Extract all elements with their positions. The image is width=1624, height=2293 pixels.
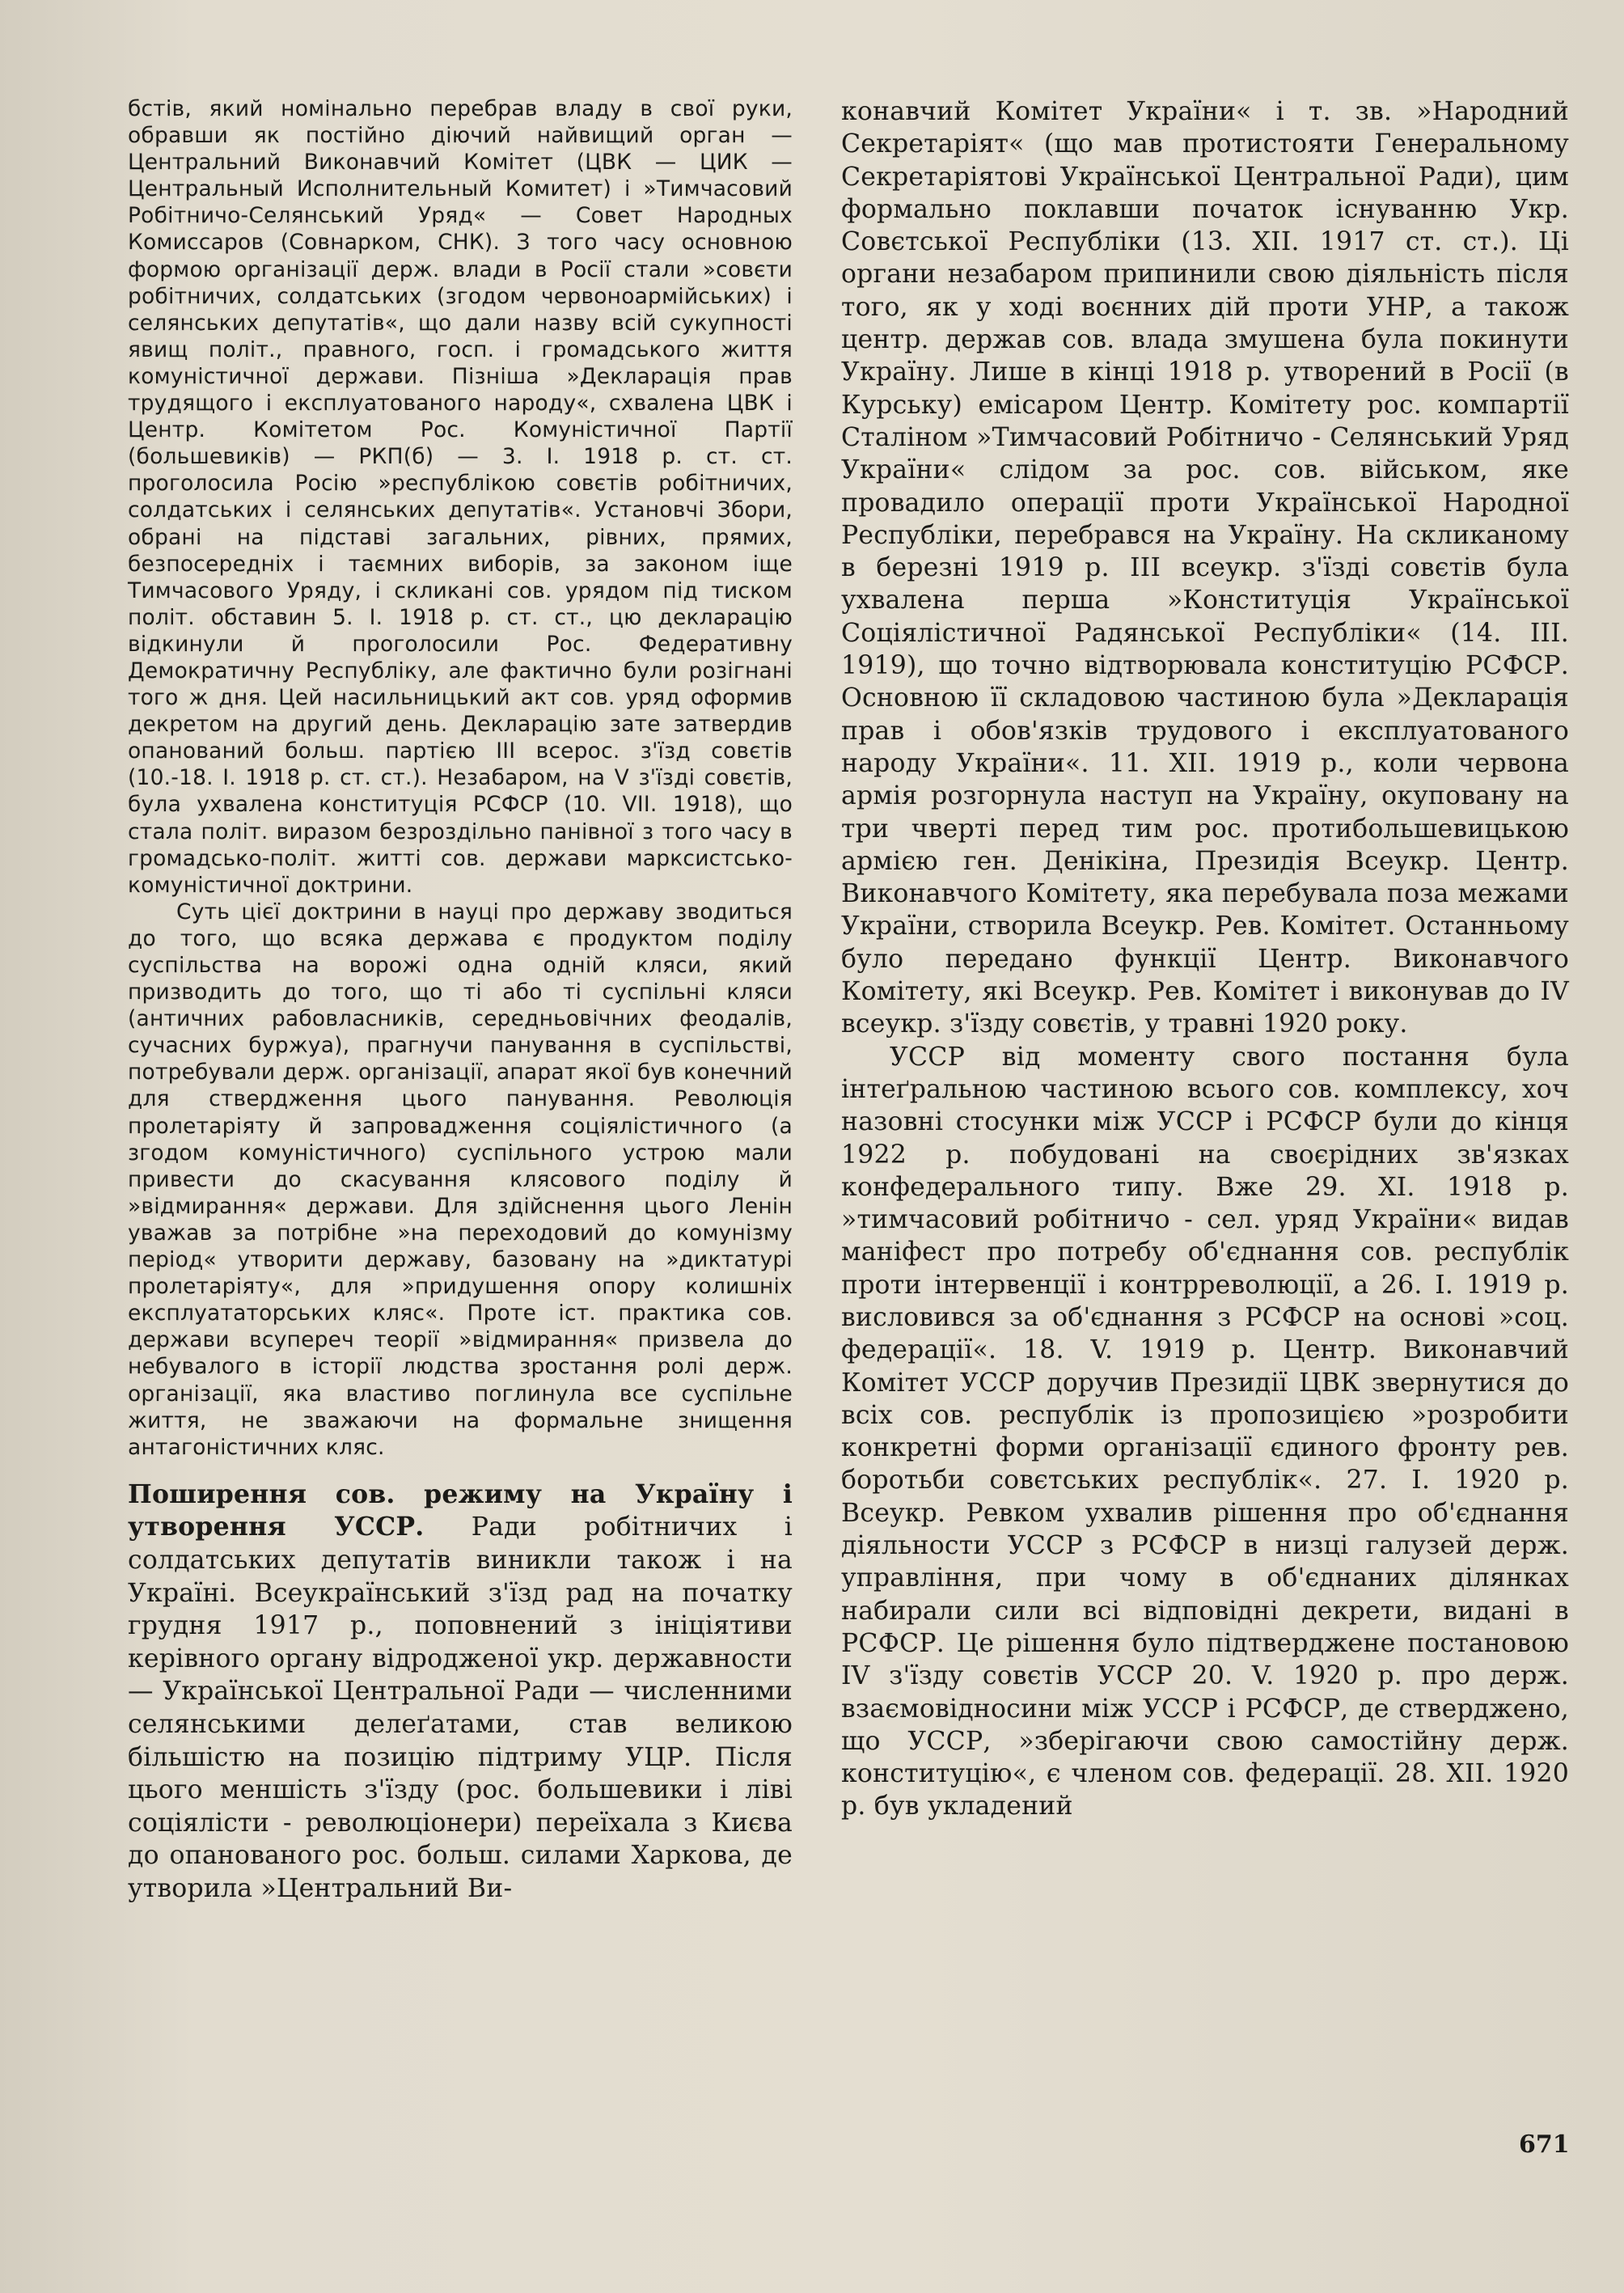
right-paragraph-2: УССР від моменту свого постання була інтеґральною частиною всього сов. комплексу, хоч назовні стосунки між УССР і РСФСР були до кінця 1922 р. побудовані на своєрідних зв'язках конфедерального типу. Вже 29. XI. 1918 р. »тимчасовий робітничо - сел. уряд України« видав маніфест про потребу об'єднання сов. республік проти інтервенції і контрреволюції, а 26. І. 1919 р. висловився за об'єднання з РСФСР на основі »соц. федерації«. 18. V. 1919 р. Центр. Виконавчий Комітет УССР доручив Президії ЦВК звернутися до всіх сов. республік із пропозицією »розробити конкретні форми організації єдиного фронту рев. боротьби совєтських республік«. 27. І. 1920 р. Всеукр. Ревком ухвалив рішення про об'єднання діяльности УССР з РСФСР в низці галузей держ. управління, при чому в об'єднаних ділянках набирали сили всі відповідні декрети, видані в РСФСР. Це рішення було підтверджене постановою IV з'їзду совєтів УССР 20. V. 1920 р. про держ. взаємовідносини між УССР і РСФСР, де стверджено, що УССР, »зберігаючи свою самостійну держ. конституцію«, є членом сов. федерації. 28. XII. 1920 р. був укладений [841,1042,1569,1821]
page-number: 671 [1519,2130,1570,2159]
left-column [128,95,793,1906]
section-heading: Поширення сов. режиму на Україну і утворення УССР. [128,1479,793,1542]
section-paragraph [128,1479,793,1906]
left-paragraph-1: бстів, який номінально перебрав владу в свої руки, обравши як постійно діючий найвищий орган — Центральний Виконавчий Комітет (ЦВК — ЦИК — Центральный Исполнительный Комитет) і »Тимчасовий Робітничо-Селянський Уряд« — Совет Народных Комиссаров (Совнарком, СНК). З того часу основною формою організації держ. влади в Росії стали »совєти робітничих, солдатських (згодом червоноармійських) і селянських депутатів«, що дали назву всій сукупності явищ політ., правного, госп. і громадського життя комуністичної держави. Пізніша »Декларація прав трудящого і експлуатованого народу«, схвалена ЦВК і Центр. Комітетом Рос. Комуністичної Партії (большевиків) — РКП(б) — 3. І. 1918 р. ст. ст. проголосила Росію »республікою совєтів робітничих, солдатських і селянських депутатів«. Установчі Збори, обрані на підставі загальних, рівних, прямих, безпосередніх і таємних виборів, за законом іще Тимчасового Уряду, і скликані сов. урядом під тиском політ. обставин 5. І. 1918 р. ст. ст., цю декларацію відкинули й проголосили Рос. Федеративну Демократичну Республіку, але фактично були розігнані того ж дня. Цей насильницький акт сов. уряд оформив декретом на другий день. Декларацію зате затвердив опанований больш. партією III всерос. з'їзд совєтів (10.-18. І. 1918 р. ст. ст.). Незабаром, на V з'їзді совєтів, була ухвалена конституція РСФСР (10. VII. 1918), що стала політ. виразом безроздільно панівної з того часу в громадсько-політ. житті сов. держави марксистсько-комуністичної доктрини. [128,96,793,898]
right-column [841,95,1569,1823]
right-paragraph-1: конавчий Комітет України« і т. зв. »Народний Секретаріят« (що мав протистояти Генеральному Секретаріятові Української Центральної Ради), цим формально поклавши початок існуванню Укр. Совєтської Республіки (13. XII. 1917 ст. ст.). Ці органи незабаром припинили свою діяльність після того, як у ході воєнних дій проти УНР, а також центр. держав сов. влада змушена була покинути Україну. Лише в кінці 1918 р. утворений в Росії (в Курську) емісаром Центр. Комітету рос. компартії Сталіном »Тимчасовий Робітничо - Селянський Уряд України« слідом за рос. сов. військом, яке провадило операції проти Української Народної Республіки, перебрався на Україну. На скликаному в березні 1919 р. III всеукр. з'їзді совєтів була ухвалена перша »Конституція Української Соціялістичної Радянської Республіки« (14. III. 1919), що точно відтворювала конституцію РСФСР. Основною її складовою частиною була »Декларація прав і обов'язків трудового і експлуатованого народу України«. 11. XII. 1919 р., коли червона армія розгорнула наступ на Україну, окуповану на три чверті перед тим рос. протибольшевицькою армією ген. Денікіна, Президія Всеукр. Центр. Виконавчого Комітету, яка перебувала поза межами України, створила Всеукр. Рев. Комітет. Останньому було передано функції Центр. Виконавчого Комітету, які Всеукр. Рев. Комітет і виконував до IV всеукр. з'їзду совєтів, у травні 1920 року. [841,97,1569,1039]
left-paragraph-2: Суть цієї доктрини в науці про державу зводиться до того, що всяка держава є продуктом поділу суспільства на ворожі одна одній кляси, який призводить до того, що ті або ті суспільні кляси (античних рабовласників, середньовічних феодалів, сучасних буржуа), прагнучи панування в суспільстві, потребували держ. організації, апарат якої був конечний для ствердження цього панування. Революція пролетаріяту й запровадження соціялістичного (а згодом комуністичного) суспільного устрою мали привести до скасування клясового поділу й »відмирання« держави. Для здійснення цього Ленін уважав за потрібне »на переходовий до комунізму період« утворити державу, базовану на »диктатурі пролетаріяту«, для »придушення опору колишніх експлуататорських кляс«. Проте іст. практика сов. держави всупереч теорії »відмирання« призвела до небувалого в історії людства зростання ролі держ. організації, яка властиво поглинула все суспільне життя, не зважаючи на формальне знищення антагоністичних кляс. [128,899,793,1460]
section-body-text: Ради робітничих і солдатських депутатів виникли також і на Україні. Всеукраїнський з'їзд рад на початку грудня 1917 р., поповнений з ініціятиви керівного органу відродженої укр. державности — Української Центральної Ради — численними селянськими делеґатами, став великою більшістю на позицію підтриму УЦР. Після цього меншість з'їзду (рос. большевики і ліві соціялісти - революціонери) переїхала з Києва до опанованого рос. больш. силами Харкова, де утворила »Центральний Ви- [128,1512,793,1903]
